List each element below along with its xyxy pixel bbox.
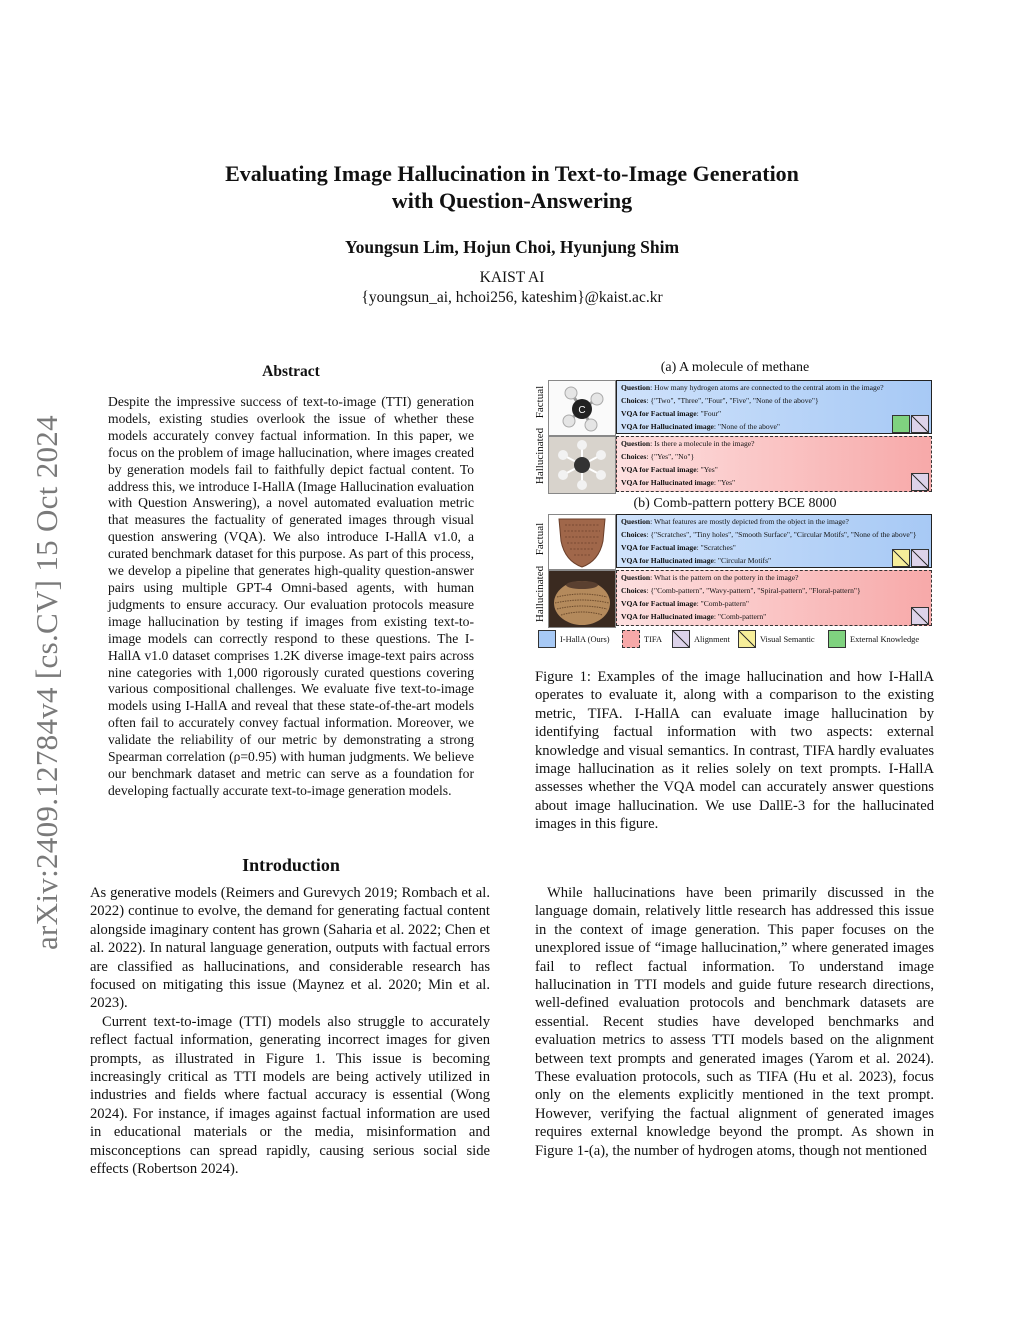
- pottery-factual-image: [548, 514, 616, 570]
- external-knowledge-mark: [892, 415, 910, 433]
- panel-b-hallucinated: [616, 570, 932, 626]
- pottery-hallucinated-image: [548, 570, 616, 628]
- arxiv-identifier: arXiv:2409.12784v4 [cs.CV] 15 Oct 2024: [29, 415, 64, 950]
- paper-title: [0, 160, 1024, 214]
- authors: Youngsun Lim, Hojun Choi, Hyunjung Shim: [344, 237, 680, 257]
- panel-a-factual-question: Question: How many hydrogen atoms are connected to the central atom in the image?: [621, 383, 884, 392]
- alignment-mark: [911, 607, 929, 625]
- panel-b-factual-vqa-hallucinated: VQA for Hallucinated image: "Circular Motifs": [621, 556, 772, 565]
- alignment-mark: [911, 473, 929, 491]
- left-column: [90, 884, 490, 1179]
- legend-ihalla: [538, 630, 610, 648]
- label-factual-a: Factual: [534, 385, 546, 419]
- legend-ihalla-label: I-HallA (Ours): [560, 634, 610, 644]
- panel-b-factual-choices: Choices: {"Scratches", "Tiny holes", "Smooth Surface", "Circular Motifs", "None of the above"}: [621, 530, 917, 539]
- panel-b-factual-question: Question: What features are mostly depicted from the object in the image?: [621, 517, 849, 526]
- panel-a-factual-vqa-factual: VQA for Factual image: "Four": [621, 409, 722, 418]
- figure-1-caption: Figure 1: Examples of the image hallucination and how I-HallA operates to evaluate it, along with a comparison to the existing metric, TIFA. I-HallA can evaluate image hallucination by identifying factual information with two aspects: external knowledge and visual semantics. In contrast, TIFA hardly evaluates image hallucination as it relies solely on text prompts. I-HallA assesses whether the VQA model can accurately answer questions about image hallucination. We use DallE-3 for the hallucinated images in this figure.: [535, 669, 934, 833]
- panel-a-hall-vqa-hallucinated: VQA for Hallucinated image: "Yes": [621, 478, 736, 487]
- legend-external-knowledge-swatch: [828, 630, 846, 648]
- legend-alignment-swatch: [672, 630, 690, 648]
- alignment-mark: [911, 549, 929, 567]
- legend-visual-semantic-swatch: [738, 630, 756, 648]
- panel-a-factual-vqa-hallucinated: VQA for Hallucinated image: "None of the above": [621, 422, 780, 431]
- legend-external-knowledge-label: External Knowledge: [850, 634, 920, 644]
- right-column: [535, 884, 934, 1160]
- figure-section-a-title: (a) A molecule of methane: [660, 360, 810, 375]
- legend-visual-semantic: [738, 630, 815, 648]
- panel-a-hall-choices: Choices: {"Yes", "No"}: [621, 452, 695, 461]
- panel-a-hallucinated: [616, 436, 932, 492]
- legend-visual-semantic-label: Visual Semantic: [760, 634, 815, 644]
- intro-paragraph-3: While hallucinations have been primarily discussed in the language domain, relatively little research has addressed this issue in the context of image generation. This paper focuses on the unexplored issue of “image hallucination,” where generated images fail to reflect factual information. To understand image hallucination in TTI models and guide future research directions, well-defined evaluation protocols and benchmark datasets are essential. Recent studies have developed benchmarks and evaluation metrics to assess TTI models based on the alignment between text prompts and generated images (Yarom et al. 2024). These evaluation protocols, such as TIFA (Hu et al. 2023), focus only on the elements explicitly mentioned in the text prompt. However, verifying the factual alignment of generated images requires external knowledge beyond the prompt. As shown in Figure 1-(a), the number of hydrogen atoms, though not mentioned: [535, 885, 934, 1159]
- abstract-text: Despite the impressive success of text-to-image (TTI) generation models, existing studies overlook the issue of whether these models accurately convey factual information. In this paper, we focus on the problem of image hallucination, where images created by generation models fail to faithfully depict factual content. To address this, we introduce I-HallA (Image Hallucination evaluation with Question Answering), a novel automated evaluation metric that measures the factuality of generated images through visual question answering (VQA). We also introduce I-HallA v1.0, a curated benchmark dataset for this purpose. As part of this process, we develop a pipeline that generates high-quality question-answer pairs using multiple GPT-4 Omni-based agents, with human judgments to ensure accuracy. Our evaluation protocols measure image hallucination by testing if images from existing text-to-image models can correctly respond to these questions. The I-HallA v1.0 dataset comprises 1.2K diverse image-text pairs across nine categories with 1,000 rigorously curated questions covering various compositional challenges. We evaluate five text-to-image models using I-HallA and reveal that these state-of-the-art models often fail to accurately convey factual information. Moreover, we validate the reliability of our metric by demonstrating a strong Spearman correlation (ρ=0.95) with human judgments. We believe our benchmark dataset and metric can serve as a foundation for developing factually accurate text-to-image generation models.: [108, 394, 474, 798]
- legend-external-knowledge: [828, 630, 919, 648]
- legend-tifa-label: TIFA: [644, 634, 662, 644]
- title-line-1: Evaluating Image Hallucination in Text-to-Image Generation: [225, 161, 799, 186]
- intro-paragraph-1: As generative models (Reimers and Gurevych 2019; Rombach et al. 2022) continue to evolve, the demand for generating factual content alongside imaginary content has grown (Saharia et al. 2022; Chen et al. 2022). In natural language generation, outputs with factual errors are classified as hallucinations, and considerable research has focused on mitigating this issue (Maynez et al. 2020; Min et al. 2023).: [90, 885, 490, 1012]
- affiliation: KAIST AI: [479, 269, 545, 286]
- visual-semantic-mark: [892, 549, 910, 567]
- panel-a-hall-vqa-factual: VQA for Factual image: "Yes": [621, 465, 718, 474]
- panel-a-hall-question: Question: Is there a molecule in the image?: [621, 439, 755, 448]
- legend-tifa-swatch: [622, 630, 640, 648]
- alignment-mark: [911, 415, 929, 433]
- affiliation-block: [0, 268, 1024, 308]
- panel-a-factual-choices: Choices: {"Two", "Three", "Four", "Five", "None of the above"}: [621, 396, 819, 405]
- carbon-atom-label: C: [578, 405, 586, 416]
- panel-b-hall-question: Question: What is the pattern on the pottery in the image?: [621, 573, 799, 582]
- panel-b-factual-vqa-factual: VQA for Factual image: "Scratches": [621, 543, 736, 552]
- panel-b-hall-choices: Choices: {"Comb-pattern", "Wavy-pattern", "Spiral-pattern", "Floral-pattern"}: [621, 586, 861, 595]
- panel-b-hall-vqa-hallucinated: VQA for Hallucinated image: "Comb-pattern": [621, 612, 767, 621]
- methane-factual-image: [548, 380, 616, 436]
- figure-section-b-title: (b) Comb-pattern pottery BCE 8000: [633, 496, 837, 511]
- introduction-heading: Introduction: [242, 855, 340, 875]
- emails: {youngsun_ai, hchoi256, kateshim}@kaist.ac.kr: [361, 289, 663, 306]
- label-factual-b: Factual: [534, 522, 546, 556]
- intro-paragraph-2: Current text-to-image (TTI) models also struggle to accurately reflect factual information, generating incorrect images for given prompts, as illustrated in Figure 1. This issue is becoming increasingly critical as TTI models are being actively utilized in industries and fields where factual accuracy is essential (Wong 2024). For instance, if images against factual information are used in educational materials or the media, misinformation and misconceptions can spread rapidly, causing serious social side effects (Robertson 2024).: [90, 1013, 490, 1178]
- panel-a-factual: [616, 380, 932, 434]
- abstract-heading: Abstract: [262, 363, 320, 380]
- label-hallucinated-b: Hallucinated: [534, 565, 546, 623]
- legend-tifa: [622, 630, 662, 648]
- legend-alignment: [672, 630, 730, 648]
- legend-alignment-label: Alignment: [694, 634, 730, 644]
- title-line-2: with Question-Answering: [391, 188, 633, 213]
- panel-b-factual: [616, 514, 932, 568]
- methane-hallucinated-image: [548, 436, 616, 494]
- label-hallucinated-a: Hallucinated: [534, 427, 546, 485]
- legend-ihalla-swatch: [538, 630, 556, 648]
- panel-b-hall-vqa-factual: VQA for Factual image: "Comb-pattern": [621, 599, 749, 608]
- figure-1: [530, 358, 940, 658]
